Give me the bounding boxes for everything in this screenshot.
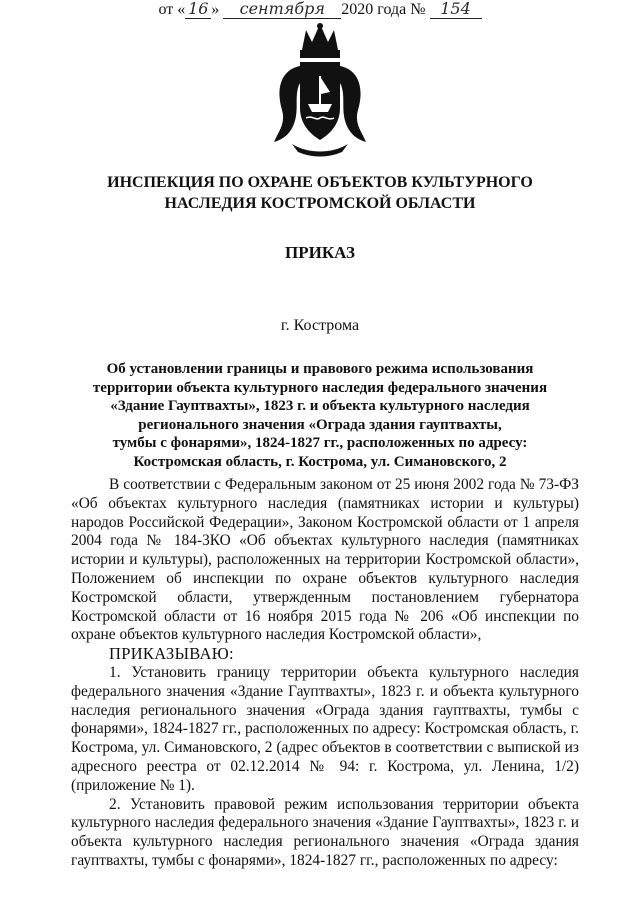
subject-line: «Здание Гауптвахты», 1823 г. и объекта культурного наследия xyxy=(110,398,530,415)
city: г. Кострома xyxy=(280,317,360,334)
subject-line: Об установлении границы и правового режима использования xyxy=(106,361,534,377)
subject-line: территории объекта культурного наследия федерального значения xyxy=(92,379,548,396)
kostroma-coat-of-arms-icon xyxy=(272,20,368,158)
order-item-2: 2. Установить правовой режим использования территории объекта культурного наследия федерального значения «Здание Гауптвахты», 1823 г. и объекта культурного наследия регионального значения «Ограда здания гауптвахты, тумбы с фонарями», 1824-1827 гг., расположенных по адресу: xyxy=(71,795,579,869)
order-item-1: 1. Установить границу территории объекта культурного наследия федерального значения «Здание Гауптвахты», 1823 г. и объекта культурного наследия регионального значения «Ограда здания гауптвахты, тумбы с фонарями», 1824-1827 гг., расположенных по адресу: Костромская область, г. Кострома, ул. Симановского, 2 (адрес объектов в соответствии с выпиской из адресного реестра от 02.12.2014 № 94: г. Кострома, ул. Ленина, 1/2) (приложение № 1). xyxy=(71,663,579,794)
agency-line-1: ИНСПЕКЦИЯ ПО ОХРАНЕ ОБЪЕКТОВ КУЛЬТУРНОГО xyxy=(107,174,533,191)
document-subject xyxy=(0,360,640,472)
order-word: ПРИКАЗЫВАЮ: xyxy=(109,644,234,664)
agency-name xyxy=(0,172,640,214)
date-prefix: от « xyxy=(158,1,186,18)
subject-line: регионального значения «Ограда здания гауптвахты, xyxy=(138,416,502,433)
date-quote: » xyxy=(211,1,220,18)
date-day: 16 xyxy=(185,0,211,19)
date-year: 2020 года № xyxy=(341,1,426,18)
date-month: сентября xyxy=(223,0,341,19)
subject-line: Костромская область, г. Кострома, ул. Симановского, 2 xyxy=(133,453,507,470)
subject-line: тумбы с фонарями», 1824-1827 гг., расположенных по адресу: xyxy=(112,435,528,452)
document-type: ПРИКАЗ xyxy=(285,243,355,262)
date-line xyxy=(0,0,640,19)
document-number: 154 xyxy=(430,0,482,19)
agency-line-2: НАСЛЕДИЯ КОСТРОМСКОЙ ОБЛАСТИ xyxy=(164,195,476,212)
document-body xyxy=(71,476,579,871)
preamble-paragraph: В соответствии с Федеральным законом от 25 июня 2002 года № 73-ФЗ «Об объектах культурного наследия (памятниках истории и культуры) народов Российской Федерации», Законом Костромской области от 1 апреля 2004 года № 184-3КО «Об объектах культурного наследия (памятниках истории и культуры), расположенных на территории Костромской области», Положением об инспекции по охране объектов культурного наследия Костромской области, утвержденным постановлением губернатора Костромской области от 16 ноября 2015 года № 206 «Об инспекции по охране объектов культурного наследия Костромской области», xyxy=(71,476,579,644)
